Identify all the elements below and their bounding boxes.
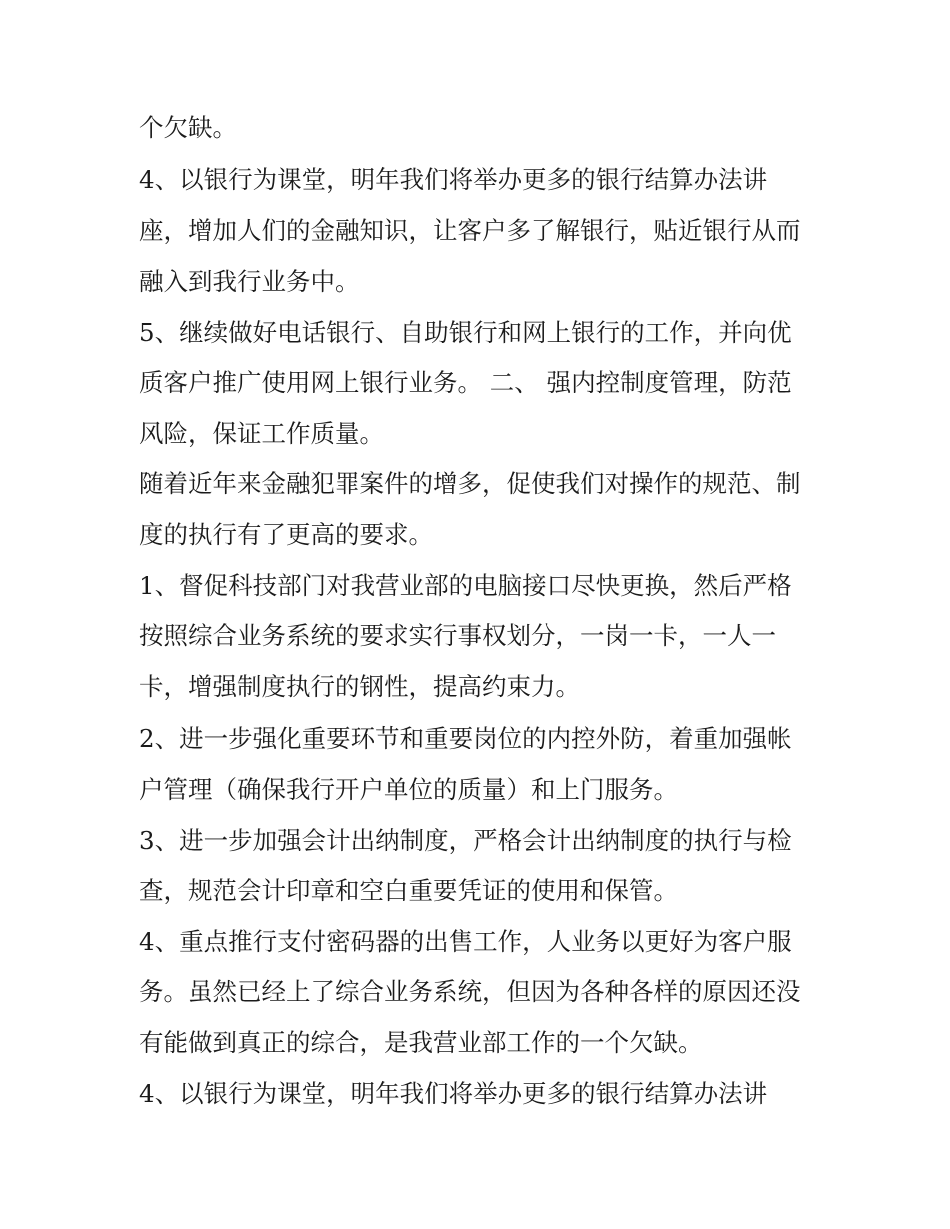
text-line: 度的执行有了更高的要求。 xyxy=(139,520,433,549)
text-line: 1、督促科技部门对我营业部的电脑接口尽快更换，然后严格 xyxy=(139,571,792,600)
text-line: 5、继续做好电话银行、自助银行和网上银行的工作，并向优 xyxy=(139,318,792,347)
text-line: 随着近年来金融犯罪案件的增多，促使我们对操作的规范、制 xyxy=(139,469,801,498)
text-line: 3、进一步加强会计出纳制度，严格会计出纳制度的执行与检 xyxy=(139,826,792,855)
text-line: 卡，增强制度执行的钢性，提高约束力。 xyxy=(139,672,580,701)
text-line: 质客户推广使用网上银行业务。 二、 强内控制度管理，防范 xyxy=(139,368,792,397)
text-line: 座，增加人们的金融知识，让客户多了解银行，贴近银行从而 xyxy=(139,216,801,245)
text-line: 4、以银行为课堂，明年我们将举办更多的银行结算办法讲 xyxy=(139,165,768,194)
text-line: 按照综合业务系统的要求实行事权划分，一岗一卡，一人一 xyxy=(139,621,776,650)
text-line: 风险，保证工作质量。 xyxy=(139,419,384,448)
text-line: 4、以银行为课堂，明年我们将举办更多的银行结算办法讲 xyxy=(139,1079,768,1108)
text-line: 查，规范会计印章和空白重要凭证的使用和保管。 xyxy=(139,876,678,905)
text-line: 个欠缺。 xyxy=(139,113,237,142)
text-line: 有能做到真正的综合，是我营业部工作的一个欠缺。 xyxy=(139,1028,703,1057)
text-line: 务。虽然已经上了综合业务系统，但因为各种各样的原因还没 xyxy=(139,977,801,1006)
text-line: 4、重点推行支付密码器的出售工作，人业务以更好为客户服 xyxy=(139,927,792,956)
text-line: 户管理（确保我行开户单位的质量）和上门服务。 xyxy=(139,775,678,804)
text-line: 2、进一步强化重要环节和重要岗位的内控外防，着重加强帐 xyxy=(139,724,792,753)
text-line: 融入到我行业务中。 xyxy=(139,267,360,296)
